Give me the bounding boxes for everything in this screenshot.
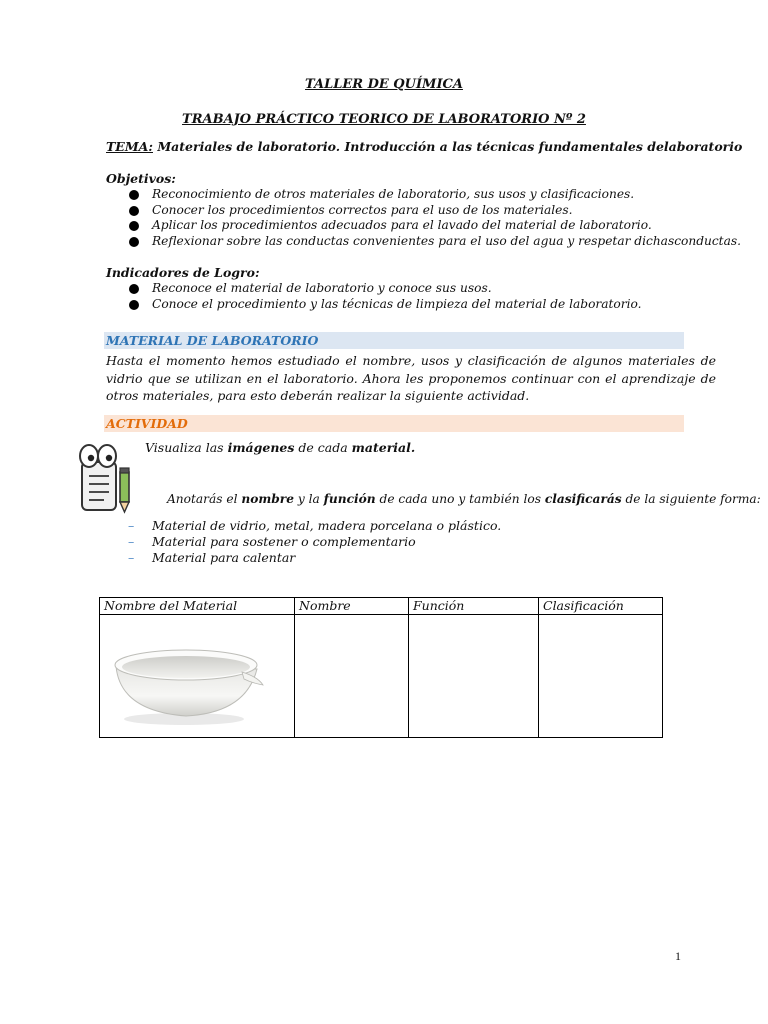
evaporating-dish-image (100, 615, 295, 734)
list-item-text: Conoce el procedimiento y las técnicas de limpieza del material de laboratorio. (152, 296, 642, 311)
table-header-clasificacion: Clasificación (539, 598, 663, 615)
list-item (106, 234, 741, 250)
anotaras-bold-funcion: función (323, 492, 376, 506)
bullet-icon (129, 237, 139, 247)
dash-icon: – (128, 518, 135, 533)
anotaras-text: de cada uno y también los (375, 492, 545, 506)
list-item (128, 550, 501, 566)
anotaras-text: de la siguiente forma: (621, 492, 761, 506)
visualiza-bold-imagenes: imágenes (227, 440, 295, 455)
materials-table (99, 597, 663, 738)
bullet-icon (129, 221, 139, 231)
objetivos-heading: Objetivos: (106, 171, 176, 186)
bullet-icon (129, 206, 139, 216)
table-header-row (100, 598, 663, 615)
list-item (106, 203, 741, 219)
list-item-text: Reconoce el material de laboratorio y conoce sus usos. (152, 281, 492, 295)
material-paragraph: Hasta el momento hemos estudiado el nombre, usos y clasificación de algunos materiales de vidrio que se utilizan en el laboratorio. Ahora les proponemos continuar con el aprendizaje de otros materiales, para esto deberán realizar la siguiente actividad. (106, 353, 716, 403)
actividad-heading: ACTIVIDAD (104, 415, 684, 432)
list-item (106, 187, 741, 203)
list-item-text: Aplicar los procedimientos adecuados para el lavado del material de laboratorio. (152, 218, 652, 233)
indicadores-heading: Indicadores de Logro: (106, 265, 260, 280)
list-item-text: Reconocimiento de otros materiales de laboratorio, sus usos y clasificaciones. (152, 187, 635, 201)
material-image-cell (100, 615, 295, 738)
bullet-icon (129, 300, 139, 310)
anotaras-line (167, 492, 761, 506)
page-title: TALLER DE QUÍMICA (305, 77, 463, 92)
table-header-nombre-material: Nombre del Material (100, 598, 295, 615)
list-item (128, 518, 501, 534)
objetivos-list (106, 187, 741, 249)
list-item-text: Reflexionar sobre las conductas convenientes para el uso del agua y respetar dichasconductas. (152, 233, 741, 248)
list-item (106, 281, 641, 297)
material-section-heading: MATERIAL DE LABORATORIO (104, 332, 684, 349)
table-header-funcion: Función (409, 598, 539, 615)
dash-icon: – (128, 534, 135, 549)
list-item-text: Material de vidrio, metal, madera porcelana o plástico. (152, 518, 502, 533)
anotaras-bold-nombre: nombre (241, 492, 294, 506)
list-item (128, 534, 501, 550)
dash-icon: – (128, 550, 135, 565)
tema-label: TEMA: (106, 139, 153, 154)
table-cell-funcion[interactable] (409, 615, 539, 738)
bullet-icon (129, 190, 139, 200)
visualiza-bold-material: material. (351, 440, 416, 455)
notepad-pencil-icon (76, 440, 136, 516)
anotaras-text: y la (293, 492, 324, 506)
tema-line (106, 139, 742, 154)
page-number: 1 (675, 949, 681, 963)
table-row (100, 615, 663, 738)
page-subtitle: TRABAJO PRÁCTICO TEORICO DE LABORATORIO Nº 2 (182, 112, 586, 127)
list-item-text: Conocer los procedimientos correctos para el uso de los materiales. (152, 202, 573, 217)
list-item (106, 297, 641, 313)
table-cell-nombre[interactable] (295, 615, 409, 738)
anotaras-bold-clasificaras: clasificarás (544, 492, 622, 506)
list-item (106, 218, 741, 234)
table-header-nombre: Nombre (295, 598, 409, 615)
anotaras-text: Anotarás el (167, 492, 242, 506)
visualiza-line (145, 440, 415, 455)
bullet-icon (129, 284, 139, 294)
tema-text: Materiales de laboratorio. Introducción a las técnicas fundamentales delaboratorio (152, 139, 743, 154)
list-item-text: Material para calentar (152, 550, 296, 565)
visualiza-text: Visualiza las (145, 440, 228, 455)
table-cell-clasificacion[interactable] (539, 615, 663, 738)
indicadores-list (106, 281, 641, 312)
clasificacion-list (128, 518, 501, 566)
list-item-text: Material para sostener o complementario (152, 534, 416, 549)
visualiza-text-mid: de cada (294, 440, 352, 455)
